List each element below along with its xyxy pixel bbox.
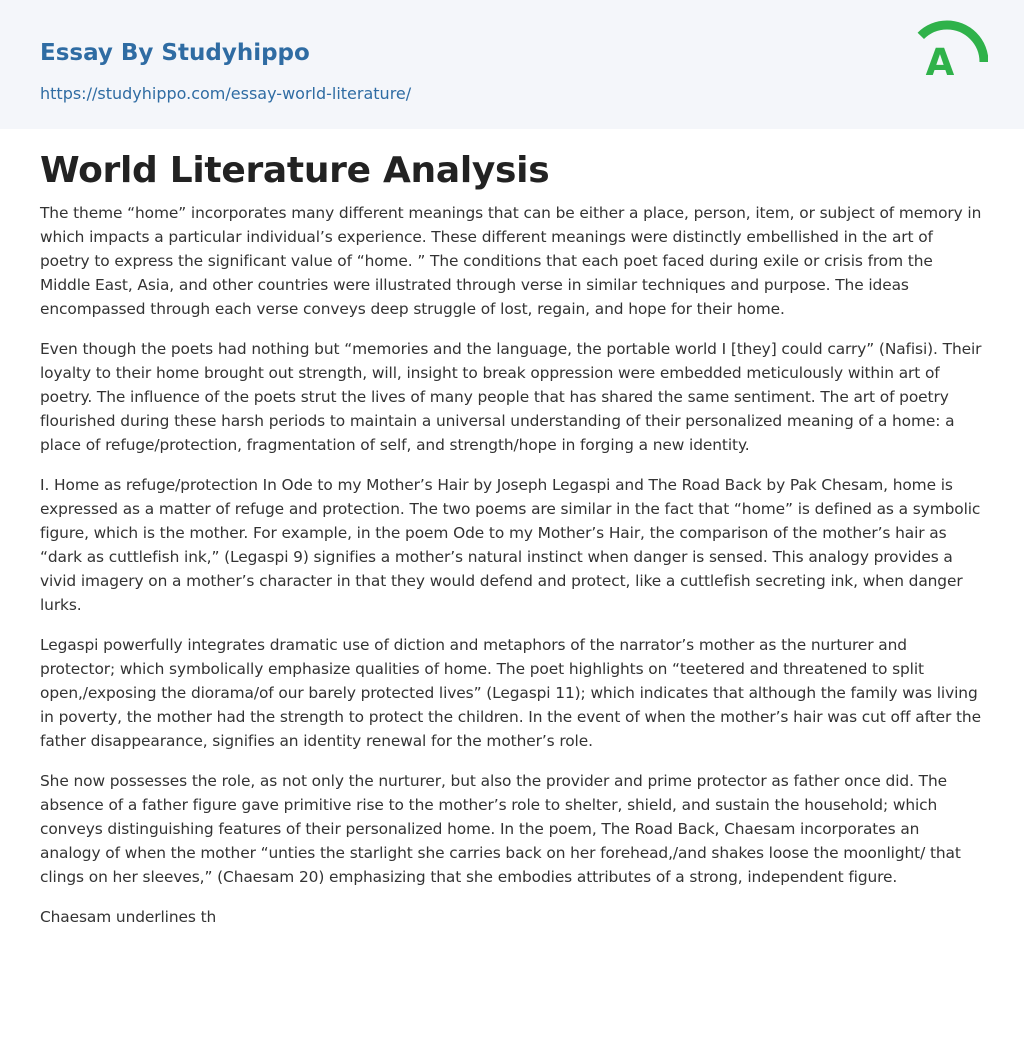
essay-paragraph: Legaspi powerfully integrates dramatic use of diction and metaphors of the narrator’s mother as the nurturer and protector; which symbolically emphasize qualities of home. The poet highlights on “teetered and threatened to split open,/exposing the diorama/of our barely protected lives” (Legaspi 11); which indicates that although the family was living in poverty, the mother had the strength to protect the children. In the event of when the mother’s hair was cut off after the father disappearance, signifies an identity renewal for the mother’s role.: [40, 636, 981, 750]
logo-letter: A: [925, 41, 955, 84]
essay-title: World Literature Analysis: [40, 150, 550, 191]
essay-paragraph-truncated: Chaesam underlines th: [40, 908, 217, 926]
essay-paragraph: I. Home as refuge/protection In Ode to my Mother’s Hair by Joseph Legaspi and The Road Back by Pak Chesam, home is expressed as a matter of refuge and protection. The two poems are similar in the fact that “home” is defined as a symbolic figure, which is the mother. For example, in the poem Ode to my Mother’s Hair, the comparison of the mother’s hair as “dark as cuttlefish ink,” (Legaspi 9) signifies a mother’s natural instinct when danger is sensed. This analogy provides a vivid imagery on a mother’s character in that they would defend and protect, like a cuttlefish secreting ink, when danger lurks.: [40, 476, 981, 614]
essay-url-link[interactable]: https://studyhippo.com/essay-world-literature/: [40, 84, 412, 103]
site-header: [0, 0, 1024, 129]
studyhippo-logo-icon[interactable]: [912, 19, 988, 105]
essay-content: [0, 129, 1024, 929]
site-brand[interactable]: Essay By Studyhippo: [40, 40, 310, 66]
essay-paragraph: The theme “home” incorporates many different meanings that can be either a place, person, item, or subject of memory in which impacts a particular individual’s experience. These different meanings were distinctly embellished in the art of poetry to express the significant value of “home. ” The conditions that each poet faced during exile or crisis from the Middle East, Asia, and other countries were illustrated through verse in similar techniques and purpose. The ideas encompassed through each verse conveys deep struggle of lost, regain, and hope for their home.: [40, 204, 982, 318]
essay-paragraph: Even though the poets had nothing but “memories and the language, the portable world I [they] could carry” (Nafisi). Their loyalty to their home brought out strength, will, insight to break oppression were embedded meticulously within art of poetry. The influence of the poets strut the lives of many people that has shared the same sentiment. The art of poetry flourished during these harsh periods to maintain a universal understanding of their personalized meaning of a home: a place of refuge/protection, fragmentation of self, and strength/hope in forging a new identity.: [40, 340, 982, 454]
essay-paragraph: She now possesses the role, as not only the nurturer, but also the provider and prime protector as father once did. The absence of a father figure gave primitive rise to the mother’s role to shelter, shield, and sustain the household; which conveys distinguishing features of their personalized home. In the poem, The Road Back, Chaesam incorporates an analogy of when the mother “unties the starlight she carries back on her forehead,/and shakes loose the moonlight/ that clings on her sleeves,” (Chaesam 20) emphasizing that she embodies attributes of a strong, independent figure.: [40, 772, 961, 886]
